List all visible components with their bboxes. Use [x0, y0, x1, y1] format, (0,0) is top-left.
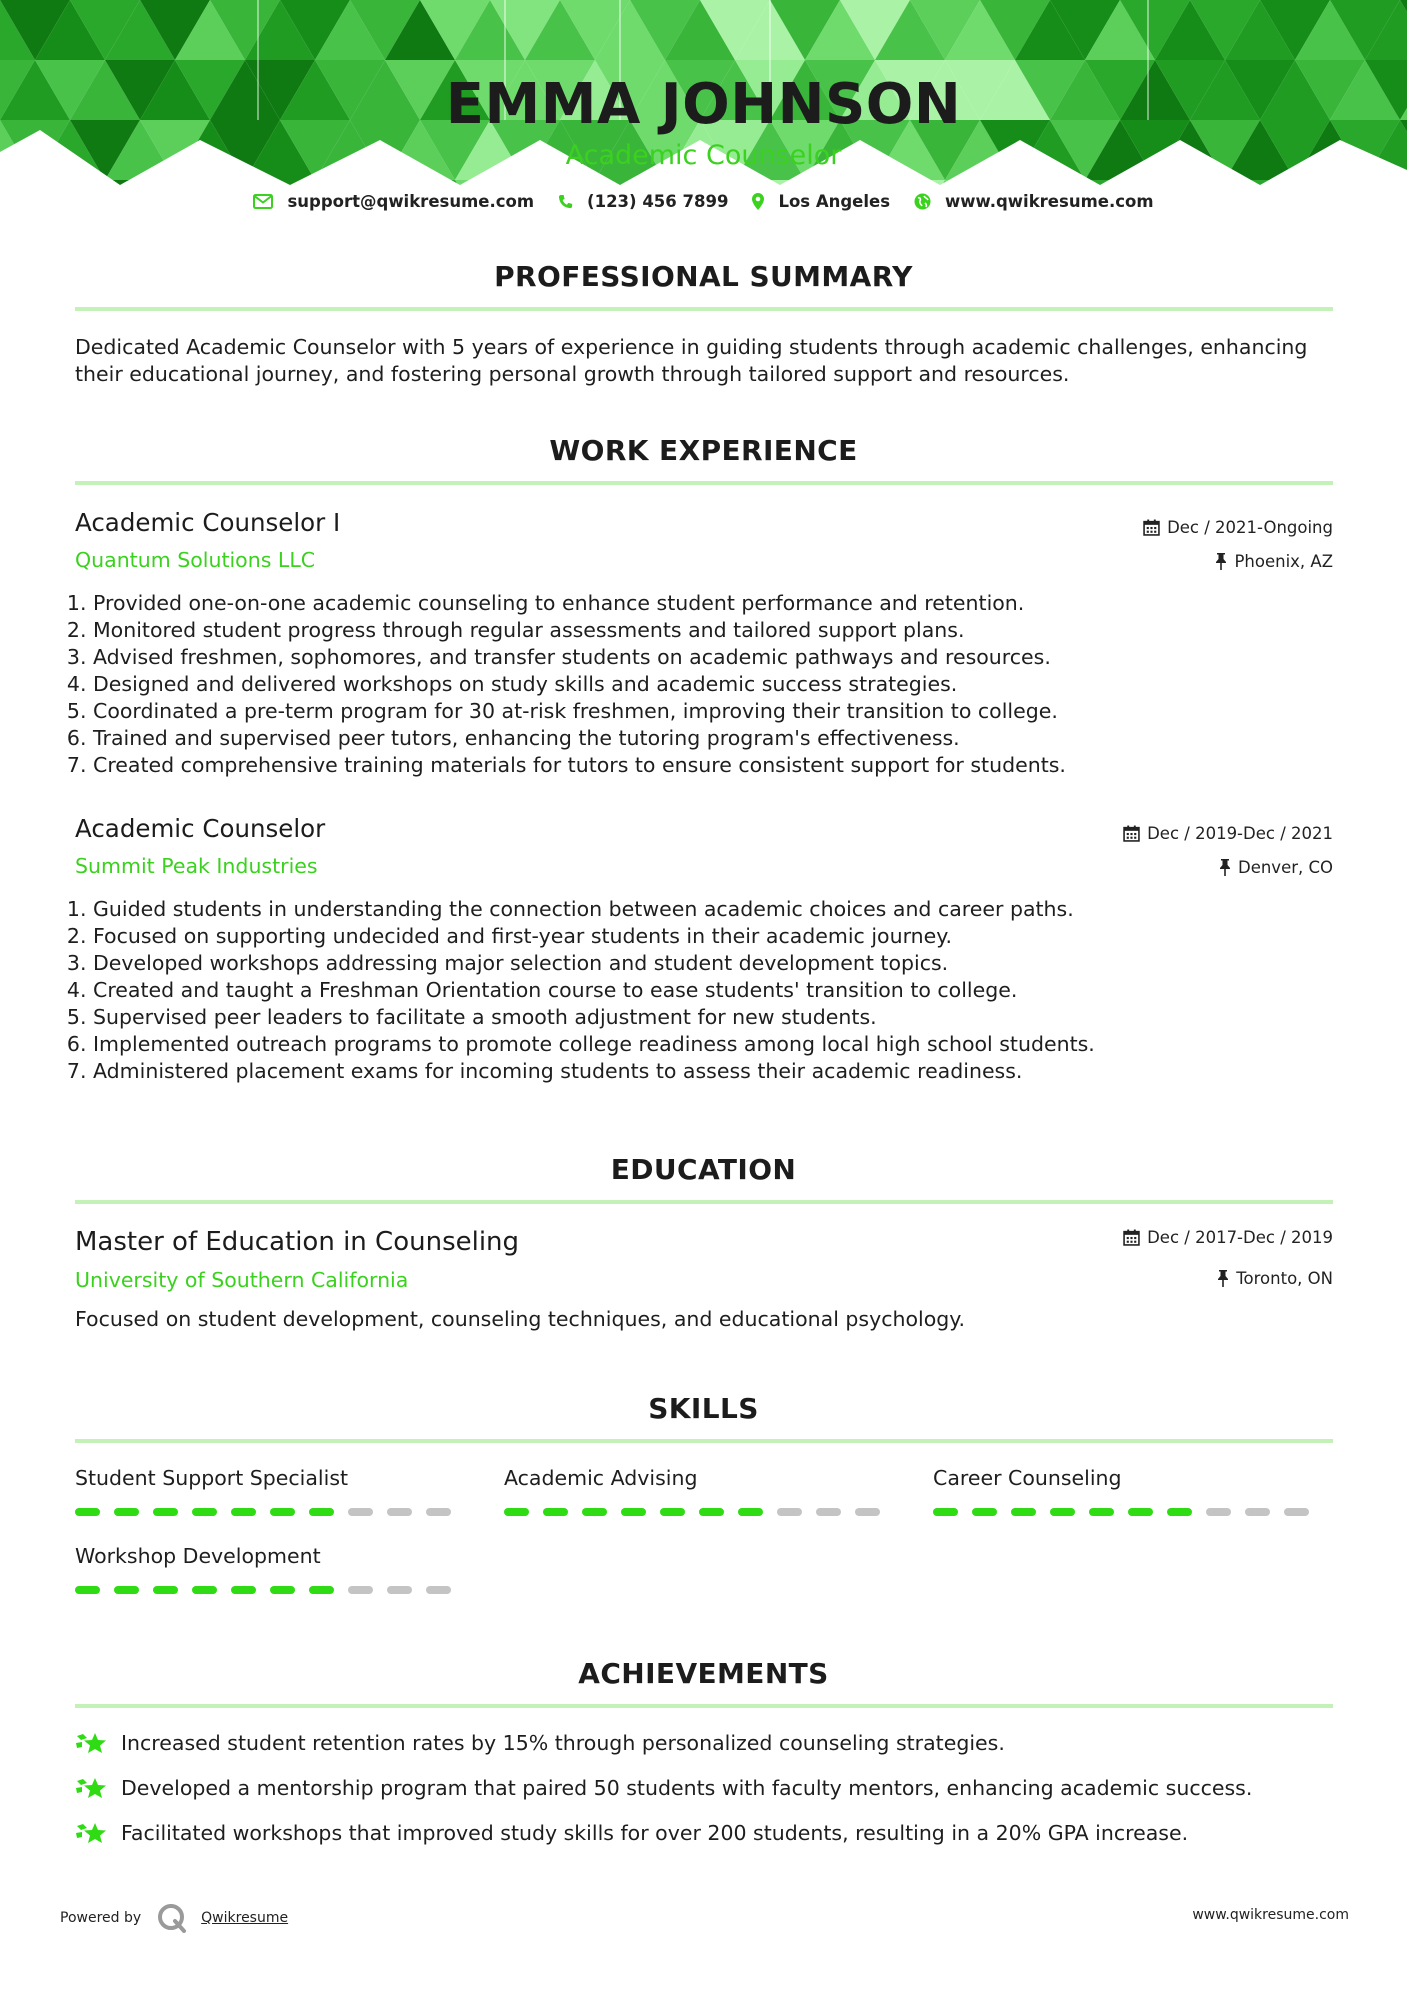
- skill-level-dash: [1206, 1508, 1231, 1516]
- section-divider: [75, 1704, 1333, 1708]
- skill-level-dash: [933, 1508, 958, 1516]
- skill-level-dash: [855, 1508, 880, 1516]
- footer-website[interactable]: www.qwikresume.com: [1192, 1907, 1349, 1923]
- achievements-heading: ACHIEVEMENTS: [578, 1657, 829, 1690]
- job-bullets: [46, 590, 1313, 779]
- contact-bar: [0, 192, 1407, 211]
- skills-heading: SKILLS: [648, 1392, 759, 1425]
- skill-level-dash: [621, 1508, 646, 1516]
- list-item: 2. Monitored student progress through regular assessments and tailored support plans.: [93, 617, 1313, 644]
- location-text: Toronto, ON: [1236, 1269, 1333, 1288]
- section-divider: [75, 481, 1333, 485]
- skill-level-dash: [426, 1586, 451, 1594]
- skill-level-dash: [192, 1586, 217, 1594]
- list-item: 7. Created comprehensive training materials for tutors to ensure consistent support for students.: [93, 752, 1313, 779]
- skill-level-dash: [231, 1508, 256, 1516]
- list-item: 5. Coordinated a pre-term program for 30 at-risk freshmen, improving their transition to college.: [93, 698, 1313, 725]
- calendar-icon: [1123, 825, 1140, 842]
- achievement-text: Increased student retention rates by 15% through personalized counseling strategies.: [121, 1731, 1005, 1755]
- skill-level-dash: [192, 1508, 217, 1516]
- skill-level-dash: [1011, 1508, 1036, 1516]
- job-location: [1215, 552, 1333, 571]
- company-name: Quantum Solutions LLC: [75, 548, 316, 572]
- skill-level-dash: [1245, 1508, 1270, 1516]
- skill-name: Career Counseling: [933, 1466, 1122, 1490]
- skill-level-dash: [543, 1508, 568, 1516]
- skill-level-dash: [699, 1508, 724, 1516]
- skill-level-dash: [1284, 1508, 1309, 1516]
- list-item: 3. Developed workshops addressing major selection and student development topics.: [93, 950, 1313, 977]
- skill-level-dash: [1089, 1508, 1114, 1516]
- list-item: 6. Implemented outreach programs to promote college readiness among local high school students.: [93, 1031, 1313, 1058]
- job-title-header: Academic Counselor: [565, 140, 842, 171]
- contact-phone[interactable]: [558, 192, 728, 211]
- list-item: 3. Advised freshmen, sophomores, and transfer students on academic pathways and resources.: [93, 644, 1313, 671]
- contact-location: [752, 192, 890, 211]
- envelope-icon: [253, 194, 273, 209]
- achievement-text: Developed a mentorship program that paired 50 students with faculty mentors, enhancing academic success.: [121, 1776, 1253, 1800]
- skill-level-dash: [387, 1586, 412, 1594]
- powered-by-label: Powered by: [60, 1910, 142, 1926]
- experience-heading: WORK EXPERIENCE: [549, 434, 858, 467]
- skill-name: Academic Advising: [504, 1466, 698, 1490]
- location-text: Denver, CO: [1237, 858, 1333, 877]
- list-item: 1. Provided one-on-one academic counseling to enhance student performance and retention.: [93, 590, 1313, 617]
- skill-level-dash: [153, 1508, 178, 1516]
- skill-level-dash: [972, 1508, 997, 1516]
- achievement-text: Facilitated workshops that improved study skills for over 200 students, resulting in a 20% GPA increase.: [121, 1821, 1189, 1845]
- skill-level-dash: [270, 1586, 295, 1594]
- education-description: Focused on student development, counseling techniques, and educational psychology.: [75, 1307, 966, 1331]
- candidate-name: EMMA JOHNSON: [445, 72, 962, 137]
- achievement-item: [75, 1820, 1188, 1846]
- skill-level-dash: [1167, 1508, 1192, 1516]
- job-bullets: [46, 896, 1313, 1085]
- skill-level-dash: [504, 1508, 529, 1516]
- phone-icon: [558, 194, 573, 209]
- skill-level-dash: [348, 1586, 373, 1594]
- job-title: Academic Counselor: [75, 814, 326, 843]
- website-text: www.qwikresume.com: [945, 192, 1154, 211]
- skill-level-dash: [153, 1586, 178, 1594]
- skill-level-dash: [75, 1586, 100, 1594]
- education-heading: EDUCATION: [610, 1153, 797, 1186]
- skill-item: [504, 1466, 894, 1516]
- section-divider: [75, 1439, 1333, 1443]
- section-divider: [75, 1200, 1333, 1204]
- skill-level-dash: [387, 1508, 412, 1516]
- location-text: Los Angeles: [778, 192, 891, 211]
- job-dates: [1143, 518, 1333, 537]
- dates-text: Dec / 2019-Dec / 2021: [1147, 824, 1333, 843]
- location-text: Phoenix, AZ: [1234, 552, 1333, 571]
- skill-level-dash: [816, 1508, 841, 1516]
- star-badge-icon: [75, 1775, 107, 1801]
- skill-level-dash: [777, 1508, 802, 1516]
- skill-level-dash: [75, 1508, 100, 1516]
- achievement-item: [75, 1730, 1005, 1756]
- list-item: 5. Supervised peer leaders to facilitate a smooth adjustment for new students.: [93, 1004, 1313, 1031]
- skill-name: Student Support Specialist: [75, 1466, 349, 1490]
- summary-text: Dedicated Academic Counselor with 5 years of experience in guiding students through academic challenges, enhancing their educational journey, and fostering personal growth through tailored support and resources.: [75, 335, 1308, 386]
- list-item: 6. Trained and supervised peer tutors, enhancing the tutoring program's effectiveness.: [93, 725, 1313, 752]
- list-item: 2. Focused on supporting undecided and first-year students in their academic journey.: [93, 923, 1313, 950]
- map-marker-icon: [752, 193, 764, 210]
- skill-level-dash: [426, 1508, 451, 1516]
- skill-level-dash: [660, 1508, 685, 1516]
- calendar-icon: [1143, 519, 1160, 536]
- job-title: Academic Counselor I: [75, 508, 341, 537]
- footer-powered-by: [60, 1903, 288, 1933]
- pin-icon: [1219, 859, 1231, 876]
- contact-website[interactable]: [914, 192, 1153, 211]
- skill-level-bar: [933, 1508, 1323, 1516]
- list-item: 1. Guided students in understanding the connection between academic choices and career paths.: [93, 896, 1313, 923]
- pin-icon: [1215, 553, 1227, 570]
- degree-title: Master of Education in Counseling: [75, 1227, 520, 1257]
- section-divider: [75, 307, 1333, 311]
- skill-item: [75, 1466, 465, 1516]
- email-text: support@qwikresume.com: [287, 192, 535, 211]
- skill-level-bar: [504, 1508, 894, 1516]
- qwikresume-logo-icon: [157, 1903, 187, 1933]
- skill-level-dash: [1050, 1508, 1075, 1516]
- skill-level-dash: [309, 1508, 334, 1516]
- summary-heading: PROFESSIONAL SUMMARY: [494, 260, 913, 293]
- company-name: Summit Peak Industries: [75, 854, 318, 878]
- calendar-icon: [1123, 1229, 1140, 1246]
- skill-level-dash: [348, 1508, 373, 1516]
- job-dates: [1123, 824, 1333, 843]
- achievement-item: [75, 1775, 1252, 1801]
- contact-email[interactable]: [253, 192, 534, 211]
- skill-name: Workshop Development: [75, 1544, 321, 1568]
- skill-item: [75, 1544, 465, 1594]
- skill-level-dash: [738, 1508, 763, 1516]
- star-badge-icon: [75, 1730, 107, 1756]
- skill-level-dash: [231, 1586, 256, 1594]
- list-item: 4. Designed and delivered workshops on study skills and academic success strategies.: [93, 671, 1313, 698]
- education-dates: [1123, 1228, 1333, 1247]
- education-location: [1217, 1269, 1333, 1288]
- skill-level-dash: [1128, 1508, 1153, 1516]
- school-name: University of Southern California: [75, 1268, 409, 1292]
- list-item: 7. Administered placement exams for incoming students to assess their academic readiness.: [93, 1058, 1313, 1085]
- skill-level-dash: [114, 1508, 139, 1516]
- skill-level-dash: [270, 1508, 295, 1516]
- job-location: [1219, 858, 1333, 877]
- dates-text: Dec / 2017-Dec / 2019: [1147, 1228, 1333, 1247]
- skill-item: [933, 1466, 1323, 1516]
- brand-link[interactable]: Qwikresume: [201, 1910, 289, 1926]
- dates-text: Dec / 2021-Ongoing: [1167, 518, 1333, 537]
- skill-level-dash: [582, 1508, 607, 1516]
- pin-icon: [1217, 1270, 1229, 1287]
- globe-icon: [914, 193, 931, 210]
- skill-level-bar: [75, 1508, 465, 1516]
- skill-level-bar: [75, 1586, 465, 1594]
- list-item: 4. Created and taught a Freshman Orientation course to ease students' transition to college.: [93, 977, 1313, 1004]
- phone-text: (123) 456 7899: [587, 192, 729, 211]
- skill-level-dash: [309, 1586, 334, 1594]
- star-badge-icon: [75, 1820, 107, 1846]
- skill-level-dash: [114, 1586, 139, 1594]
